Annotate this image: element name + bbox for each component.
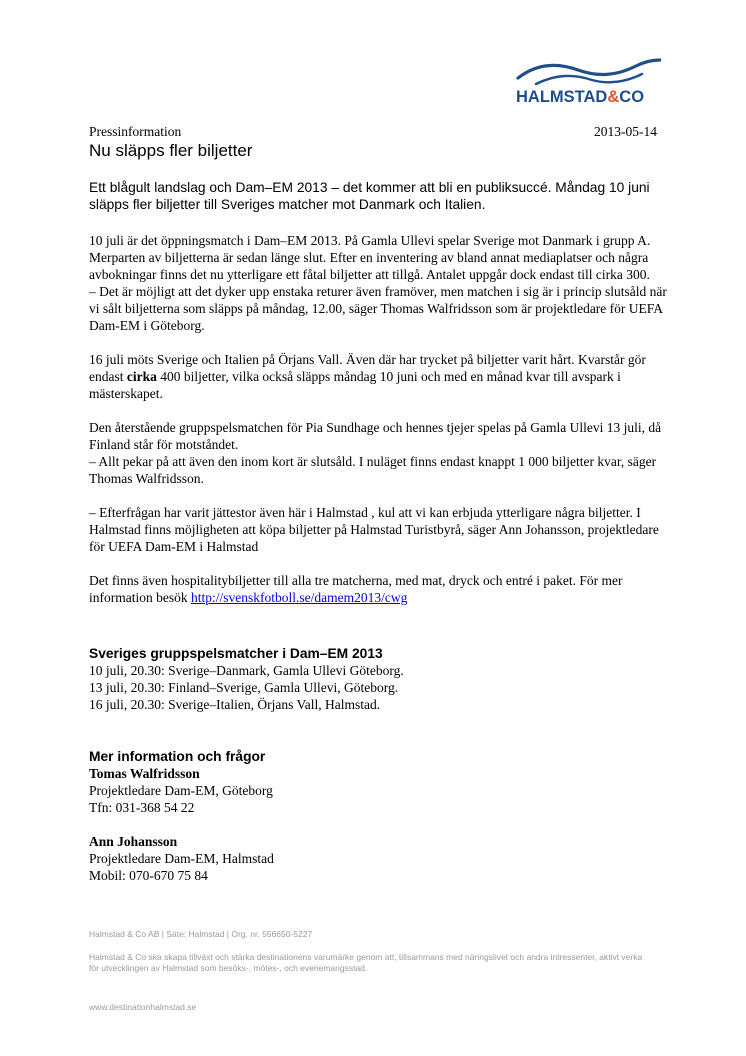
paragraph-text: Det finns även hospitalitybiljetter till alla tre matcherna, med mat, dryck och entré i paket. För mer information besök	[89, 573, 623, 605]
contact-info	[89, 748, 669, 884]
match-schedule-heading: Sveriges gruppspelsmatcher i Dam–EM 2013	[89, 646, 383, 661]
document-type-label: Pressinformation	[89, 124, 182, 139]
paragraph-finland-match	[89, 419, 669, 487]
contact-heading: Mer information och frågor	[89, 749, 266, 764]
contact-role: Projektledare Dam-EM, Halmstad	[89, 851, 274, 866]
logo-ampersand: &	[607, 88, 620, 106]
quote-text: – Allt pekar på att även den inom kort är slutsåld. I nuläget finns endast knappt 1 000 biljetter kvar, säger Thomas Walfridsson.	[89, 454, 657, 486]
contact-phone: Tfn: 031-368 54 22	[89, 800, 195, 815]
logo-name-part1: HALMSTAD	[516, 88, 608, 106]
footer-company-info: Halmstad & Co AB | Säte: Halmstad | Org. nr. 556650-5227	[89, 929, 313, 939]
paragraph-text: Den återstående gruppspelsmatchen för Pia Sundhage och hennes tjejer spelas på Gamla Ullevi 13 juli, då Finland står för motståndet.	[89, 420, 662, 452]
hospitality-link[interactable]: http://svenskfotboll.se/damem2013/cwg	[190, 590, 408, 605]
contact-phone: Mobil: 070-670 75 84	[89, 868, 208, 883]
body-text	[89, 232, 669, 623]
document-date: 2013-05-14	[594, 124, 657, 139]
paragraph-italy-match	[89, 351, 669, 402]
wave-logo-icon	[516, 56, 661, 86]
match-row: 13 juli, 20.30: Finland–Sverige, Gamla Ullevi, Göteborg.	[89, 680, 399, 695]
page-title: Nu släpps fler biljetter	[89, 141, 253, 160]
quote-text: – Efterfrågan har varit jättestor även här i Halmstad , kul att vi kan erbjuda ytterligare några biljetter. I Halmstad finns möjligheten att köpa biljetter på Halmstad Turistbyrå, säger Ann Johansson, projektledare för UEFA Dam-EM i Halmstad	[89, 505, 659, 554]
footer-mission: Halmstad & Co ska skapa tillväxt och stärka destinationens varumärke genom att, tillsammans med näringslivet och andra intressenter, aktivt verka för utvecklingen av Halmstad som besöks-, mötes-, och evenemangsstad.	[89, 952, 643, 973]
contact-name: Tomas Walfridsson	[89, 766, 200, 781]
match-row: 10 juli, 20.30: Sverige–Danmark, Gamla Ullevi Göteborg.	[89, 663, 404, 678]
paragraph-hospitality	[89, 572, 669, 606]
paragraph-opening-match	[89, 232, 669, 334]
contact-name: Ann Johansson	[89, 834, 178, 849]
contact-role: Projektledare Dam-EM, Göteborg	[89, 783, 273, 798]
quote-text: – Det är möjligt att det dyker upp enstaka returer även framöver, men matchen i sig är i princip slutsåld när vi sålt biljetterna som släpps på måndag, 12.00, säger Thomas Walfridsson som är projektledare för UEFA Dam-EM i Göteborg.	[89, 284, 667, 333]
lead-paragraph: Ett blågult landslag och Dam–EM 2013 – det kommer att bli en publiksuccé. Måndag 10 juni släpps fler biljetter till Sveriges matcher mot Danmark och Italien.	[89, 180, 650, 212]
bold-text: cirka	[126, 369, 157, 384]
logo-text	[516, 88, 644, 107]
paragraph-text: 10 juli är det öppningsmatch i Dam–EM 2013. På Gamla Ullevi spelar Sverige mot Danmark i grupp A. Merparten av biljetterna är sedan länge slut. Efter en inventering av bland annat mediaplatser och några avbokningar finns det nu ytterligare ett fåtal biljetter att tillgå. Antalet uppgår dock endast till cirka 300.	[89, 233, 651, 282]
paragraph-text: 400 biljetter, vilka också släpps måndag 10 juni och med en månad kvar till avspark i mästerskapet.	[89, 369, 621, 401]
paragraph-text: 16 juli möts Sverige och Italien på Örjans Vall. Även där har trycket på biljetter varit hårt. Kvarstår gör endast	[89, 352, 646, 384]
logo-name-part2: CO	[619, 88, 645, 106]
footer-website: www.destinationhalmstad.se	[89, 1002, 197, 1012]
match-row: 16 juli, 20.30: Sverige–Italien, Örjans Vall, Halmstad.	[89, 697, 381, 712]
halmstad-co-logo	[512, 56, 662, 108]
paragraph-halmstad-quote	[89, 504, 669, 555]
match-schedule	[89, 645, 669, 713]
